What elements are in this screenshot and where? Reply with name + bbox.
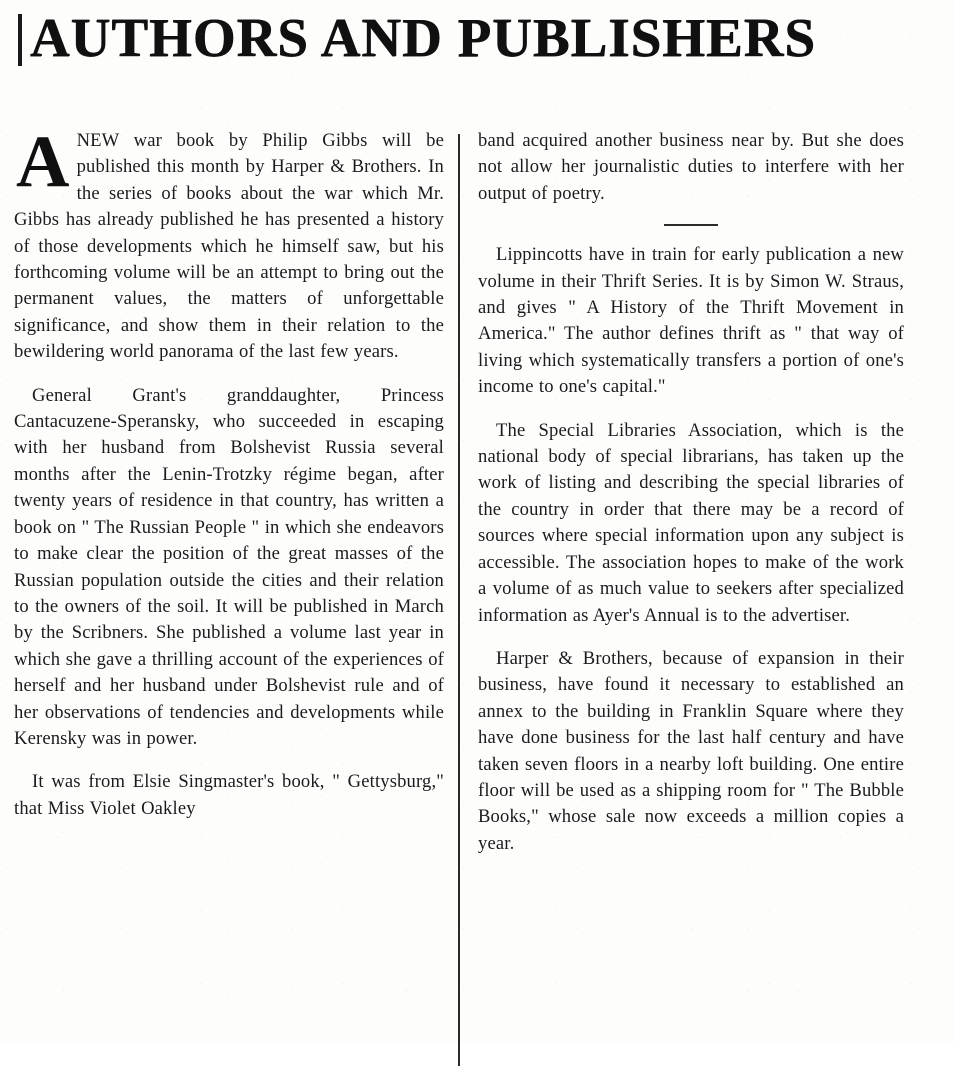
paragraph-singmaster: It was from Elsie Singmaster's book, " Gettysburg," that Miss Violet Oakley	[14, 771, 444, 819]
masthead-left-rule	[18, 14, 22, 66]
column-left	[14, 121, 458, 822]
paragraph-harper-brothers: Harper & Brothers, because of expansion in their business, have found it necessary to established an annex to the building in Franklin Square where they have done business for the last half century and have taken seven floors in a nearby loft building. One entire floor will be used as a shipping room for " The Bubble Books," whose sale now exceeds a million copies a year.	[478, 647, 904, 854]
paragraph-gibbs	[14, 121, 444, 366]
column-right	[460, 128, 904, 857]
item-separator-rule	[664, 224, 718, 226]
paragraph-cantacuzene: General Grant's granddaughter, Princess Cantacuzene-Speransky, who succeeded in escaping with her husband from Bolshevist Russia several months after the Lenin-Trotzky régime began, after twenty years of residence in that country, has written a book on " The Russian People " in which she endeavors to make clear the position of the great masses of the Russian population outside the cities and their relation to the owners of the soil. It will be published in March by the Scribners. She published a volume last year in which she gave a thrilling account of the experiences of herself and her husband under Bolshevist rule and of her observations of tendencies and developments while Kerensky was in power.	[14, 384, 444, 749]
page-title: AUTHORS AND PUBLISHERS	[30, 7, 817, 68]
paragraph-gibbs-text: NEW war book by Philip Gibbs will be published this month by Harper & Brothers. In the series of books about the war which Mr. Gibbs has already published he has presented a history of those developments which he himself saw, but his forthcoming volume will be an attempt to bring out the permanent values, the matters of unforgettable significance, and show them in their relation to the bewildering world panorama of the last few years.	[14, 130, 444, 363]
masthead	[14, 8, 940, 74]
paragraph-poetry-continued: band acquired another business near by. But she does not allow her journalistic duties to interfere with her output of poetry.	[478, 130, 904, 204]
drop-cap: A	[16, 121, 70, 203]
paragraph-special-libraries: The Special Libraries Association, which is the national body of special librarians, has taken up the work of listing and describing the special libraries of the country in order that there may be a record of sources where special information upon any subject is accessible. The association hopes to make of the work a volume of as much value to seekers after specialized information as Ayer's Annual is to the advertiser.	[478, 419, 904, 626]
paragraph-lippincotts: Lippincotts have in train for early publication a new volume in their Thrift Series. It is by Simon W. Straus, and gives " A History of the Thrift Movement in America." The author defines thrift as " that way of living which systematically transfers a portion of one's income to one's capital."	[478, 244, 904, 398]
article-columns	[14, 78, 940, 1068]
